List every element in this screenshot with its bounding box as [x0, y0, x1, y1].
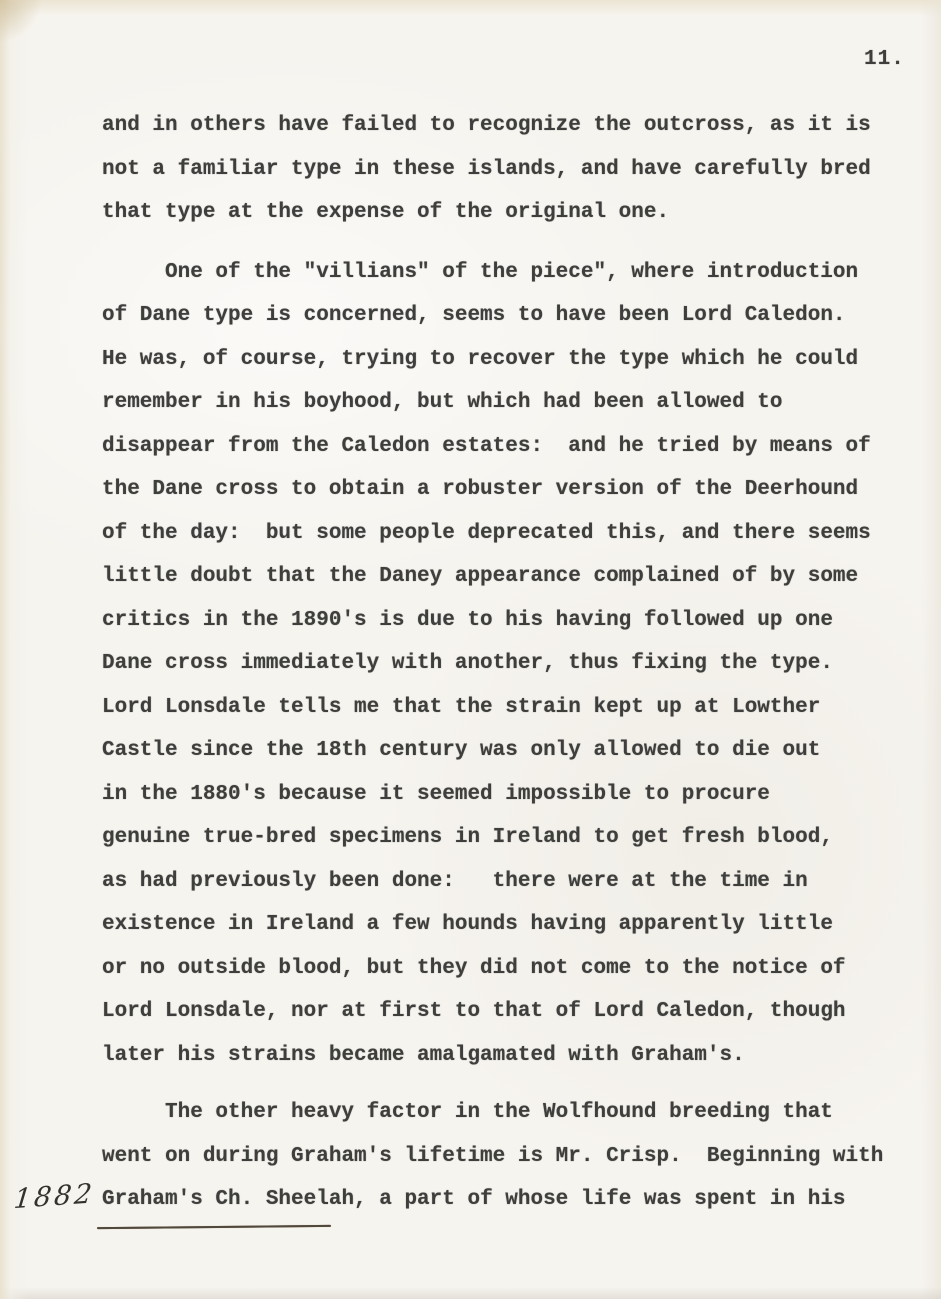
typed-line: He was, of course, trying to recover the type which he could — [102, 347, 859, 371]
typed-line: as had previously been done: there were at the time in — [102, 869, 808, 893]
line-remainder: ah, a part of whose life was spent in his — [328, 1188, 846, 1211]
typed-line: and in others have failed to recognize the outcross, as it is — [102, 114, 871, 137]
typed-line: later his strains became amalgamated with Graham's. — [102, 1043, 745, 1067]
typed-line: Castle since the 18th century was only allowed to die out — [102, 739, 821, 762]
typed-line: that type at the expense of the original one. — [102, 201, 670, 224]
typed-line: in the 1880's because it seemed impossible to procure — [102, 782, 770, 806]
paragraph-2 — [102, 251, 902, 1078]
typed-line: remember in his boyhood, but which had been allowed to — [102, 391, 783, 414]
typed-line: of Dane type is concerned, seems to have been Lord Caledon. — [102, 304, 846, 327]
typed-line: Lord Lonsdale, nor at first to that of Lord Caledon, though — [102, 1000, 846, 1023]
typed-line: went on during Graham's lifetime is Mr. Crisp. Beginning with — [102, 1144, 884, 1168]
typed-line: One of the "villians" of the piece", where introduction — [165, 260, 859, 284]
typed-line: not a familiar type in these islands, and have carefully bred — [102, 157, 871, 181]
typed-line: existence in Ireland a few hounds having apparently little — [102, 913, 833, 936]
typed-line-with-underline — [102, 1178, 902, 1222]
paragraph-1 — [102, 104, 902, 235]
paragraph-3 — [102, 1091, 902, 1222]
typed-line: critics in the 1890's is due to his having followed up one — [102, 608, 833, 632]
typed-line: little doubt that the Daney appearance complained of by some — [102, 565, 859, 588]
typed-line: the Dane cross to obtain a robuster version of the Deerhound — [102, 478, 859, 501]
typed-line: Lord Lonsdale tells me that the strain kept up at Lowther — [102, 695, 821, 719]
typed-text-block — [102, 104, 902, 1222]
page-number: 11. — [864, 48, 905, 71]
typed-line: or no outside blood, but they did not come to the notice of — [102, 956, 846, 980]
typed-line: of the day: but some people deprecated this, and there seems — [102, 521, 871, 545]
underlined-dog-name: Graham's Ch. Sheel — [102, 1178, 329, 1222]
typed-line: Dane cross immediately with another, thus fixing the type. — [102, 652, 833, 675]
handwritten-margin-note-year: 1882 — [12, 1178, 97, 1216]
typed-line: disappear from the Caledon estates: and he tried by means of — [102, 434, 871, 458]
typed-line: The other heavy factor in the Wolfhound breeding that — [165, 1101, 833, 1124]
typed-line: genuine true-bred specimens in Ireland to get fresh blood, — [102, 826, 833, 849]
